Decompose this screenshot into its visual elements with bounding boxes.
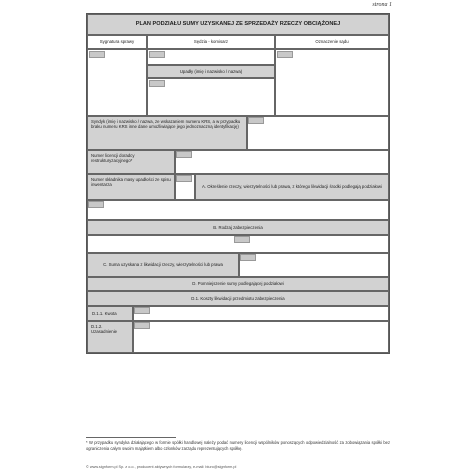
division-plan-form [86,13,390,354]
section-a-input[interactable] [88,201,104,208]
license-input[interactable] [176,151,192,158]
bankrupt-name-label: Upadły (imię i nazwisko / nazwa) [147,65,275,78]
section-c-input[interactable] [240,254,256,261]
section-d1-label: D.1. Koszty likwidacji przedmiotu zabezpieczenia [87,291,389,306]
d12-label: D.1.2. Uzasadnienie [87,321,133,353]
section-b-input[interactable] [234,236,250,243]
footnote: * W przypadku syndyka działającego w formie spółki handlowej należy podać numery licencji wspólników ponoszących odpowiedzialność za zobowiązania spółki bez ograniczenia całym swoim majątkiem albo członków zarządu reprezentujących spółkę. [86,440,390,451]
d12-cell [133,321,389,353]
court-input[interactable] [277,51,293,58]
d11-label: D.1.1. Kwota [87,306,133,321]
inventory-label: Numer składnika masy upadłości ze spisu inwentarza [87,174,175,200]
section-a-content [87,200,389,220]
signature-cell [87,49,147,116]
judge-header: Sędzia - komisarz [147,35,275,49]
trustee-input[interactable] [248,117,264,124]
license-label: Numer licencji doradcy restrukturyzacyjnego* [87,150,175,174]
judge-cell [147,49,275,65]
bankrupt-name-input[interactable] [149,80,165,87]
inventory-input[interactable] [176,175,192,182]
license-cell [175,150,389,174]
bankrupt-name-cell [147,78,275,116]
footnote-divider [86,437,176,438]
section-b-label: B. Rodzaj zabezpieczenia [87,220,389,235]
form-title: PLAN PODZIAŁU SUMY UZYSKANEJ ZE SPRZEDAŻY RZECZY OBCIĄŻONEJ [87,14,389,35]
source-note: © www.signform.pl Sp. z o.o., producent aktywnych formularzy, e-mail: biuro@signform.pl [86,465,237,469]
court-header: Oznaczenie sądu [275,35,389,49]
section-b-content [87,235,389,253]
section-c-label: C. Suma uzyskana z likwidacji rzeczy, wierzytelności lub prawa [87,253,239,277]
inventory-cell [175,174,195,200]
section-c-cell [239,253,389,277]
court-cell [275,49,389,116]
d11-cell [133,306,389,321]
signature-header: Sygnatura sprawy [87,35,147,49]
trustee-label: Syndyk (imię i nazwisko / nazwa, ze wskazaniem numeru KRS, a w przypadku braku numeru KRS inne dane umożliwiające jego jednoznaczną identyfikację) [87,116,247,150]
page-number: strona 1 [372,2,392,8]
d12-input[interactable] [134,322,150,329]
d11-input[interactable] [134,307,150,314]
judge-input[interactable] [149,51,165,58]
section-d-label: D. Pomniejszenie sumy podlegającej podziałowi [87,277,389,291]
signature-input[interactable] [89,51,105,58]
section-a-label: A. Określenie rzeczy, wierzytelności lub prawa, z którego likwidacji środki podlegają podziałowi [195,174,389,200]
trustee-cell [247,116,389,150]
